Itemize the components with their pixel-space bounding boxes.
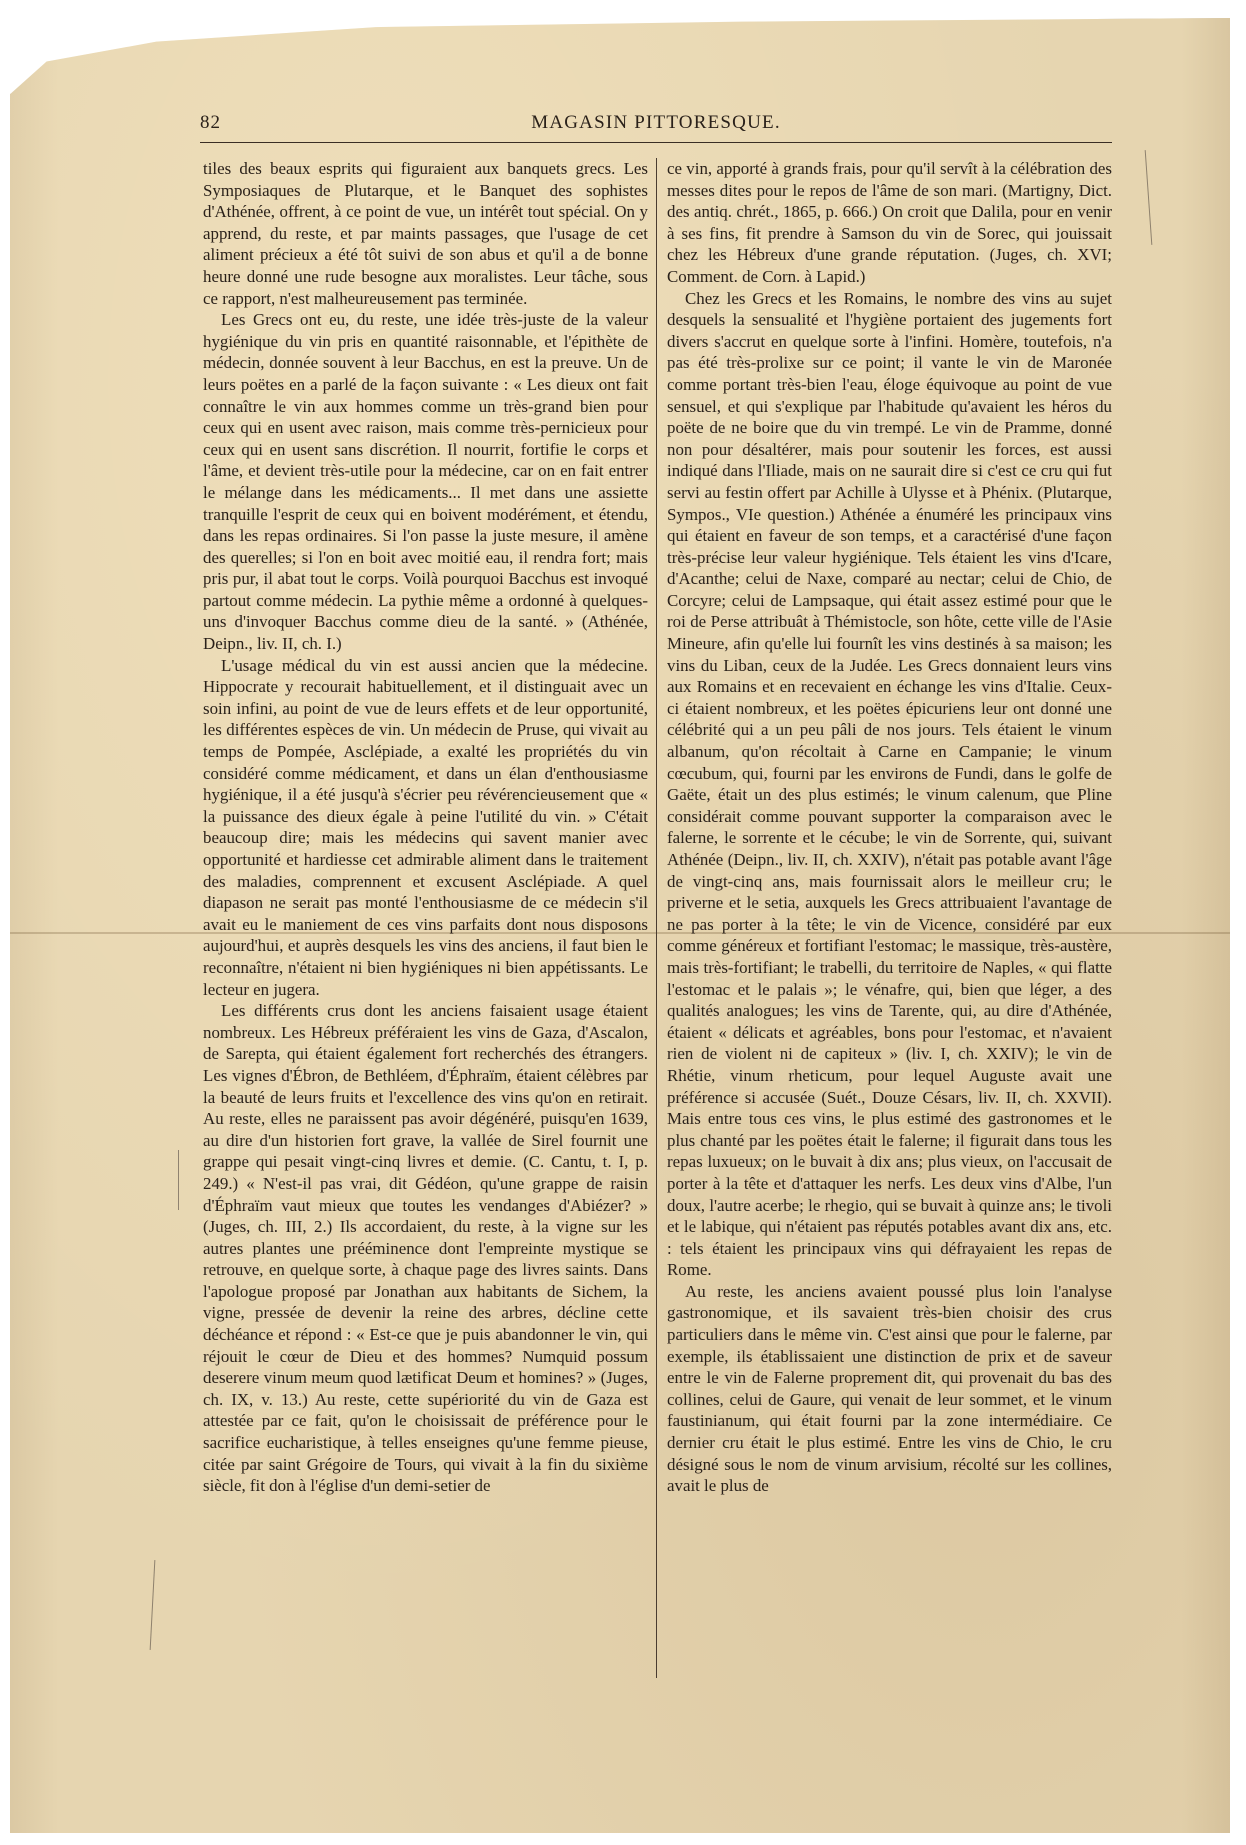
column-divider — [656, 158, 657, 1678]
pencil-mark — [1145, 150, 1153, 245]
page-number: 82 — [200, 112, 221, 133]
paragraph: tiles des beaux esprits qui figuraient aux banquets grecs. Les Symposiaques de Plutarque, et le Banquet des sophistes d'Athénée, offrent, à ce point de vue, un intérêt tout spécial. On y apprend, du reste, et par maints passages, que l'usage de cet aliment précieux a été tôt suivi de son abus et qu'il a de bonne heure donné une rude besogne aux moralistes. Leur tâche, sous ce rapport, n'est malheureusement pas terminée. — [203, 159, 648, 308]
paragraph: L'usage médical du vin est aussi ancien que la médecine. Hippocrate y recourait habituellement, et il distinguait avec un soin infini, au point de vue de leurs effets et de leur opportunité, les différentes espèces de vin. Un médecin de Pruse, qui vivait au temps de Pompée, Asclépiade, a exalté les propriétés du vin considéré comme médicament, et dans un élan d'enthousiasme hygiénique, il a été jusqu'à s'écrier peu révérencieusement que « la puissance des dieux égale à peine l'utilité du vin. » C'était beaucoup dire; mais les médecins qui savent manier avec opportunité et hardiesse cet admirable aliment dans le traitement des maladies, comprennent et excusent Asclépiade. A quel diapason ne serait pas monté l'enthousiasme de ce médecin s'il avait eu le maniement de ces vins parfaits dont nous disposons aujourd'hui, et auprès desquels les vins des anciens, il faut bien le reconnaître, n'étaient ni bien hygiéniques ni bien appétissants. Le lecteur en jugera. — [203, 655, 648, 999]
pencil-mark — [150, 1560, 156, 1650]
paragraph: Les différents crus dont les anciens faisaient usage étaient nombreux. Les Hébreux préféraient les vins de Gaza, d'Ascalon, de Sarepta, qui étaient également fort recherchés des étrangers. Les vignes d'Ébron, de Bethléem, d'Éphraïm, étaient célèbres par la beauté de leurs fruits et l'excellence des vins qu'on en retirait. Au reste, elles ne paraissent pas avoir dégénéré, puisqu'en 1639, au dire d'un historien fort grave, la vallée de Sirel fournit une grappe qui pesait vingt-cinq livres et demie. (C. Cantu, t. I, p. 249.) « N'est-il pas vrai, dit Gédéon, qu'une grappe de raisin d'Éphraïm vaut mieux que toutes les vendanges d'Abiézer? » (Juges, ch. III, 2.) Ils accordaient, du reste, à la vigne sur les autres plantes une prééminence dont l'empreinte mystique se retrouve, en quelque sorte, à chaque page des livres saints. Dans l'apologue proposé par Jonathan aux habitants de Sichem, la vigne, pressée de devenir la reine des arbres, décline cette déchéance et répond : « Est-ce que je puis abandonner le vin, qui réjouit le cœur de Dieu et des hommes? Numquid possum deserere vinum meum quod lætificat Deum et homines? » (Juges, ch. IX, v. 13.) Au reste, cette supériorité du vin de Gaza est attestée par ce fait, qu'on le choisissait de préférence pour le sacrifice eucharistique, à telles enseignes qu'une femme pieuse, citée par saint Grégoire de Tours, qui vivait à la fin du sixième siècle, fit don à l'église d'un demi-setier de — [203, 1001, 648, 1496]
pencil-mark — [178, 1150, 179, 1210]
left-column — [203, 158, 648, 1497]
magazine-title: MAGASIN PITTORESQUE. — [531, 112, 781, 133]
right-column — [667, 158, 1112, 1497]
paragraph: Chez les Grecs et les Romains, le nombre des vins au sujet desquels la sensualité et l'hygiène portaient des jugements fort divers s'accrut en quelque sorte à l'infini. Homère, toutefois, n'a pas été très-prolixe sur ce point; il vante le vin de Maronée comme portant très-bien l'eau, éloge équivoque au point de vue sensuel, et qui s'explique par l'habitude qu'avaient les héros du poëte de ne boire que du vin trempé. Le vin de Pramme, donné non pour désaltérer, mais pour soutenir les forces, est aussi indiqué dans l'Iliade, mais on ne saurait dire si c'est ce cru qui fut servi au festin offert par Achille à Ulysse et à Phénix. (Plutarque, Sympos., VIe question.) Athénée a énuméré les principaux vins qui étaient en faveur de son temps, et a caractérisé d'une façon très-précise leur valeur hygiénique. Tels étaient les vins d'Icare, d'Acanthe; celui de Naxe, comparé au nectar; celui de Chio, de Corcyre; celui de Lampsaque, qui était assez estimé pour que le roi de Perse attribuât à Thémistocle, son hôte, cette ville de l'Asie Mineure, afin qu'elle lui fournît les vins destinés à sa maison; les vins du Liban, ceux de la Judée. Les Grecs donnaient leurs vins aux Romains et en recevaient en échange les vins d'Italie. Ceux-ci étaient nombreux, et les poëtes épicuriens leur ont donné une célébrité qui a un peu pâli de nos jours. Tels étaient le vinum albanum, qu'on récoltait à Carne en Campanie; le vinum cœcubum, qui, fourni par les environs de Fundi, dans le golfe de Gaëte, était un des plus estimés; le vinum calenum, que Pline considérait comme pouvant supporter la comparaison avec le falerne, le sorrente et le cécube; le vin de Sorrente, qui, suivant Athénée (Deipn., liv. II, ch. XXIV), n'était pas potable avant l'âge de vingt-cinq ans, mais fournissait alors le meilleur cru; le priverne et le setia, auxquels les Grecs attribuaient l'avantage de ne pas porter à la tête; le vin de Vicence, considéré par eux comme généreux et fortifiant l'estomac; le massique, très-austère, mais très-fortifiant; le trabelli, du territoire de Naples, « qui flatte l'estomac et le palais »; le vénafre, qui, bien que léger, a des qualités analogues; les vins de Tarente, qui, au dire d'Athénée, étaient « délicats et agréables, bons pour l'estomac, et n'avaient rien de violent ni de capiteux » (liv. I, ch. XXIV); le vin de Rhétie, vinum rheticum, pour lequel Auguste avait une préférence si accusée (Suét., Douze Césars, liv. II, ch. XXVII). Mais entre tous ces vins, le plus estimé des gastronomes et le plus chanté par les poëtes était le falerne; il figurait dans tous les repas luxueux; on le buvait à dix ans; plus vieux, on l'accusait de porter à la tête et d'attaquer les nerfs. Les deux vins d'Albe, l'un doux, l'autre acerbe; le rhegio, qui se buvait à quinze ans; le tivoli et le labique, qui n'étaient pas réputés potables avant dix ans, etc. : tels étaient les principaux vins qui défrayaient les repas de Rome. — [667, 288, 1112, 1280]
paragraph: Les Grecs ont eu, du reste, une idée très-juste de la valeur hygiénique du vin pris en quantité raisonnable, et l'épithète de médecin, donnée souvent à leur Bacchus, en est la preuve. Un de leurs poëtes en a parlé de la façon suivante : « Les dieux ont fait connaître le vin aux hommes comme un très-grand bien pour ceux qui en usent avec raison, mais comme très-pernicieux pour ceux qui en usent sans discrétion. Il nourrit, fortifie le corps et l'âme, et devient très-utile pour la médecine, car on en fait entrer le mélange dans les médicaments... Il met dans une assiette tranquille l'esprit de ceux qui en boivent modérément, et étendu, dans les repas ordinaires. Si l'on passe la juste mesure, il amène des querelles; si l'on en boit avec moitié eau, il rendra fort; mais pris pur, il abat tout le corps. Voilà pourquoi Bacchus est invoqué partout comme médecin. La pythie même a ordonné à quelques-uns d'invoquer Bacchus comme dieu de la santé. » (Athénée, Deipn., liv. II, ch. I.) — [203, 310, 648, 654]
running-header — [200, 108, 1112, 143]
paragraph: ce vin, apporté à grands frais, pour qu'il servît à la célébration des messes dites pour le repos de l'âme de son mari. (Martigny, Dict. des antiq. chrét., 1865, p. 666.) On croit que Dalila, pour en venir à ses fins, fit prendre à Samson du vin de Sorec, qui jouissait chez les Hébreux d'une grande réputation. (Juges, ch. XVI; Comment. de Corn. à Lapid.) — [667, 159, 1112, 286]
paragraph: Au reste, les anciens avaient poussé plus loin l'analyse gastronomique, et ils savaient très-bien choisir des crus particuliers dans le même vin. C'est ainsi que pour le falerne, par exemple, ils établissaient une distinction de prix et de saveur entre le vin de Falerne proprement dit, qui provenait du bas des collines, celui de Gaure, qui venait de leur sommet, et le vinum faustinianum, qui était fourni par la zone intermédiaire. Ce dernier cru était le plus estimé. Entre les vins de Chio, le cru désigné sous le nom de vinum arvisium, récolté sur les collines, avait le plus de — [667, 1281, 1112, 1496]
